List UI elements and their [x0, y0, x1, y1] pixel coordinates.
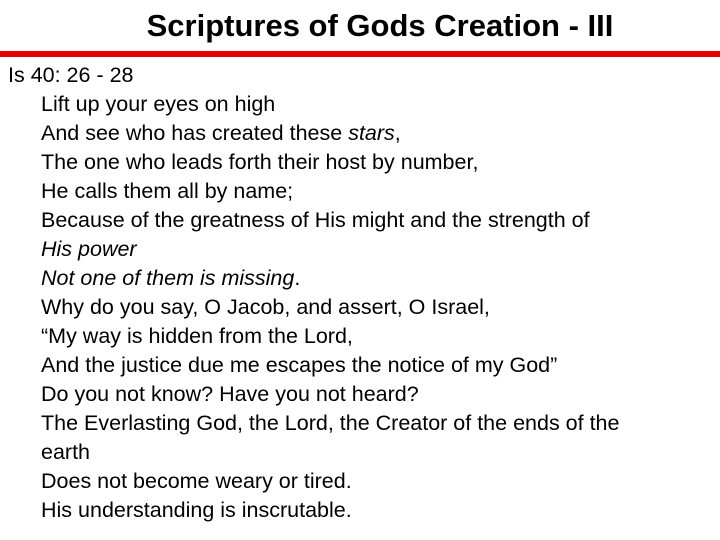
verse-text: And the justice due me escapes the notice of my God” — [41, 353, 558, 377]
verse-lines — [8, 90, 714, 525]
verse-text: Lift up your eyes on high — [41, 92, 276, 116]
verse-text-italic: stars — [348, 121, 395, 145]
verse-line — [8, 177, 714, 206]
verse-line — [8, 467, 714, 496]
verse-text: Why do you say, O Jacob, and assert, O Israel, — [41, 295, 490, 319]
scripture-body — [8, 61, 714, 525]
verse-text: , — [394, 121, 401, 145]
verse-line — [8, 293, 714, 322]
verse-line — [8, 351, 714, 380]
verse-line — [8, 380, 714, 409]
verse-text: Do you not know? Have you not heard? — [41, 382, 419, 406]
verse-line — [8, 90, 714, 119]
scripture-reference: Is 40: 26 - 28 — [8, 63, 134, 87]
verse-text: Because of the greatness of His might and the strength of — [41, 208, 590, 232]
title-underline — [0, 51, 720, 57]
verse-line — [8, 148, 714, 177]
verse-text: earth — [41, 440, 91, 464]
verse-text: He calls them all by name; — [41, 179, 294, 203]
verse-text: Does not become weary or tired. — [41, 469, 352, 493]
verse-line — [8, 119, 714, 148]
verse-text: . — [294, 266, 301, 290]
verse-line — [8, 264, 714, 293]
verse-line — [8, 438, 714, 467]
verse-text-italic: Not one of them is missing — [41, 266, 295, 290]
verse-text-italic: His power — [41, 237, 137, 261]
verse-text: The one who leads forth their host by number, — [41, 150, 479, 174]
verse-line — [8, 496, 714, 525]
verse-text: His understanding is inscrutable. — [41, 498, 352, 522]
verse-line — [8, 206, 714, 235]
verse-line — [8, 409, 714, 438]
verse-text: “My way is hidden from the Lord, — [41, 324, 353, 348]
verse-text: And see who has created these — [41, 121, 349, 145]
verse-line — [8, 322, 714, 351]
slide-title: Scriptures of Gods Creation - III — [146, 8, 614, 43]
verse-line — [8, 235, 714, 264]
verse-text: The Everlasting God, the Lord, the Creator of the ends of the — [41, 411, 620, 435]
